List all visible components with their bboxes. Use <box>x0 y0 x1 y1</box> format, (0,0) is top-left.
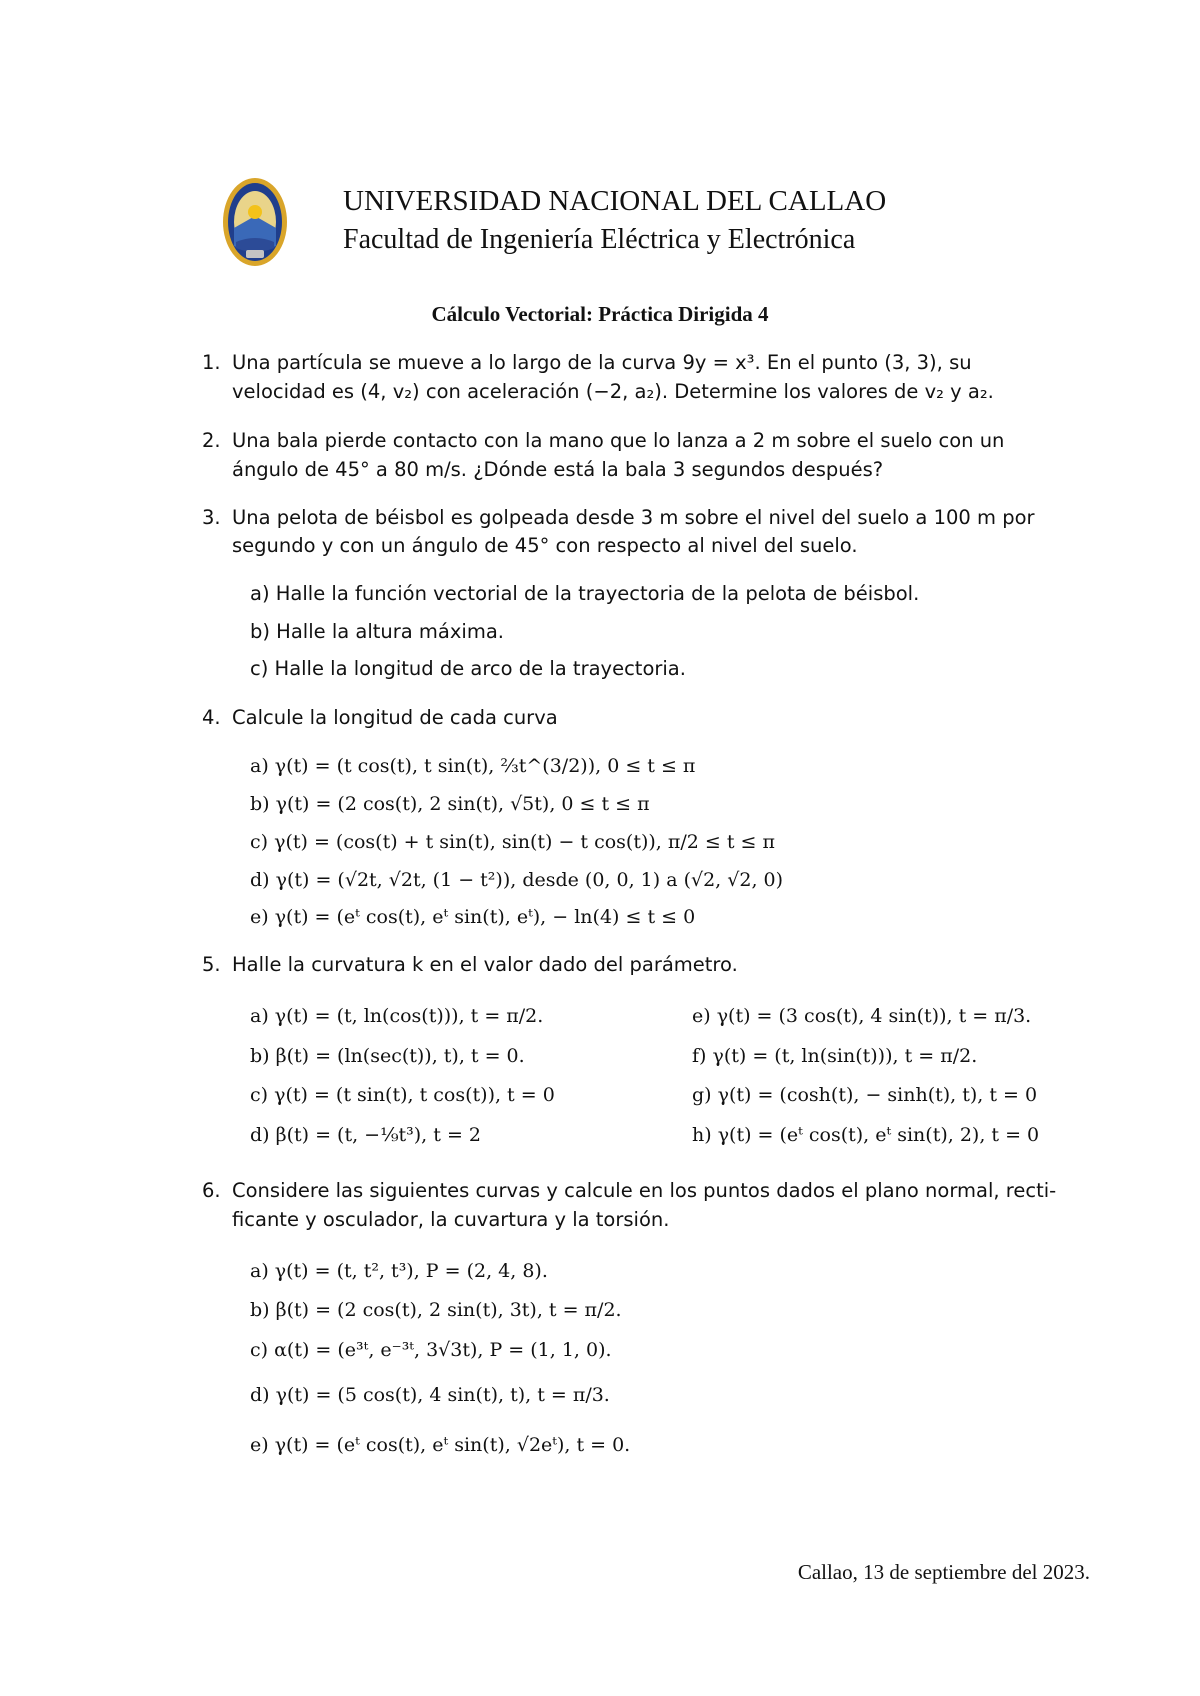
problem-3-line-1: Una pelota de béisbol es golpeada desde 3 m sobre el nivel del suelo a 100 m por <box>232 506 1035 529</box>
problem-4-number: 4. <box>202 706 221 729</box>
problem-3-line-2: segundo y con un ángulo de 45° con respecto al nivel del suelo. <box>232 534 858 557</box>
university-seal-logo <box>222 176 288 268</box>
problem-4-item-c: c) γ(t) = (cos(t) + t sin(t), sin(t) − t cos(t)), π/2 ≤ t ≤ π <box>250 831 775 853</box>
document-title: Cálculo Vectorial: Práctica Dirigida 4 <box>431 302 769 326</box>
problem-1-line-2: velocidad es (4, v₂) con aceleración (−2, a₂). Determine los valores de v₂ y a₂. <box>232 380 994 403</box>
problem-4-item-b: b) γ(t) = (2 cos(t), 2 sin(t), √5t), 0 ≤ t ≤ π <box>250 793 650 815</box>
problem-5-line-1: Halle la curvatura k en el valor dado del parámetro. <box>232 953 738 976</box>
problem-5-number: 5. <box>202 953 221 976</box>
problem-4-item-d: d) γ(t) = (√2t, √2t, (1 − t²)), desde (0, 0, 1) a (√2, √2, 0) <box>250 869 784 891</box>
problem-6-item-c: c) α(t) = (e³ᵗ, e⁻³ᵗ, 3√3t), P = (1, 1, 0). <box>250 1339 612 1361</box>
problem-3-item-a: a) Halle la función vectorial de la trayectoria de la pelota de béisbol. <box>250 582 920 605</box>
problem-4-line-1: Calcule la longitud de cada curva <box>232 706 558 729</box>
problem-4-item-a: a) γ(t) = (t cos(t), t sin(t), ⅔t^(3/2)), 0 ≤ t ≤ π <box>250 755 696 777</box>
problem-3-item-c: c) Halle la longitud de arco de la trayectoria. <box>250 657 686 680</box>
problem-5-item-e: e) γ(t) = (3 cos(t), 4 sin(t)), t = π/3. <box>692 1005 1032 1027</box>
problem-3-item-b: b) Halle la altura máxima. <box>250 620 504 643</box>
problem-5-item-f: f) γ(t) = (t, ln(sin(t))), t = π/2. <box>692 1045 978 1067</box>
problem-2-line-2: ángulo de 45° a 80 m/s. ¿Dónde está la bala 3 segundos después? <box>232 458 884 481</box>
problem-1-number: 1. <box>202 351 221 374</box>
problem-5-item-h: h) γ(t) = (eᵗ cos(t), eᵗ sin(t), 2), t = 0 <box>692 1124 1040 1146</box>
problem-5-item-g: g) γ(t) = (cosh(t), − sinh(t), t), t = 0 <box>692 1084 1038 1106</box>
problem-3-number: 3. <box>202 506 221 529</box>
problem-5-item-d: d) β(t) = (t, −⅑t³), t = 2 <box>250 1124 481 1146</box>
problem-2-line-1: Una bala pierde contacto con la mano que lo lanza a 2 m sobre el suelo con un <box>232 429 1005 452</box>
faculty-name: Facultad de Ingeniería Eléctrica y Electrónica <box>343 224 856 255</box>
problem-5-item-b: b) β(t) = (ln(sec(t)), t), t = 0. <box>250 1045 525 1067</box>
problem-5-item-c: c) γ(t) = (t sin(t), t cos(t)), t = 0 <box>250 1084 555 1106</box>
problem-6-line-1: Considere las siguientes curvas y calcule en los puntos dados el plano normal, recti- <box>232 1179 1057 1202</box>
problem-6-item-b: b) β(t) = (2 cos(t), 2 sin(t), 3t), t = π/2. <box>250 1299 622 1321</box>
problem-2-number: 2. <box>202 429 221 452</box>
problem-6-item-e: e) γ(t) = (eᵗ cos(t), eᵗ sin(t), √2eᵗ), t = 0. <box>250 1434 631 1456</box>
problem-6-number: 6. <box>202 1179 221 1202</box>
date-footer: Callao, 13 de septiembre del 2023. <box>797 1560 1090 1584</box>
problem-6-line-2: ficante y osculador, la cuvartura y la torsión. <box>232 1208 670 1231</box>
problem-6-item-a: a) γ(t) = (t, t², t³), P = (2, 4, 8). <box>250 1260 548 1282</box>
problem-1-line-1: Una partícula se mueve a lo largo de la curva 9y = x³. En el punto (3, 3), su <box>232 351 972 374</box>
problem-5-item-a: a) γ(t) = (t, ln(cos(t))), t = π/2. <box>250 1005 544 1027</box>
university-name: UNIVERSIDAD NACIONAL DEL CALLAO <box>343 185 887 217</box>
problem-6-item-d: d) γ(t) = (5 cos(t), 4 sin(t), t), t = π/3. <box>250 1384 610 1406</box>
problem-4-item-e: e) γ(t) = (eᵗ cos(t), eᵗ sin(t), eᵗ), − ln(4) ≤ t ≤ 0 <box>250 906 696 928</box>
